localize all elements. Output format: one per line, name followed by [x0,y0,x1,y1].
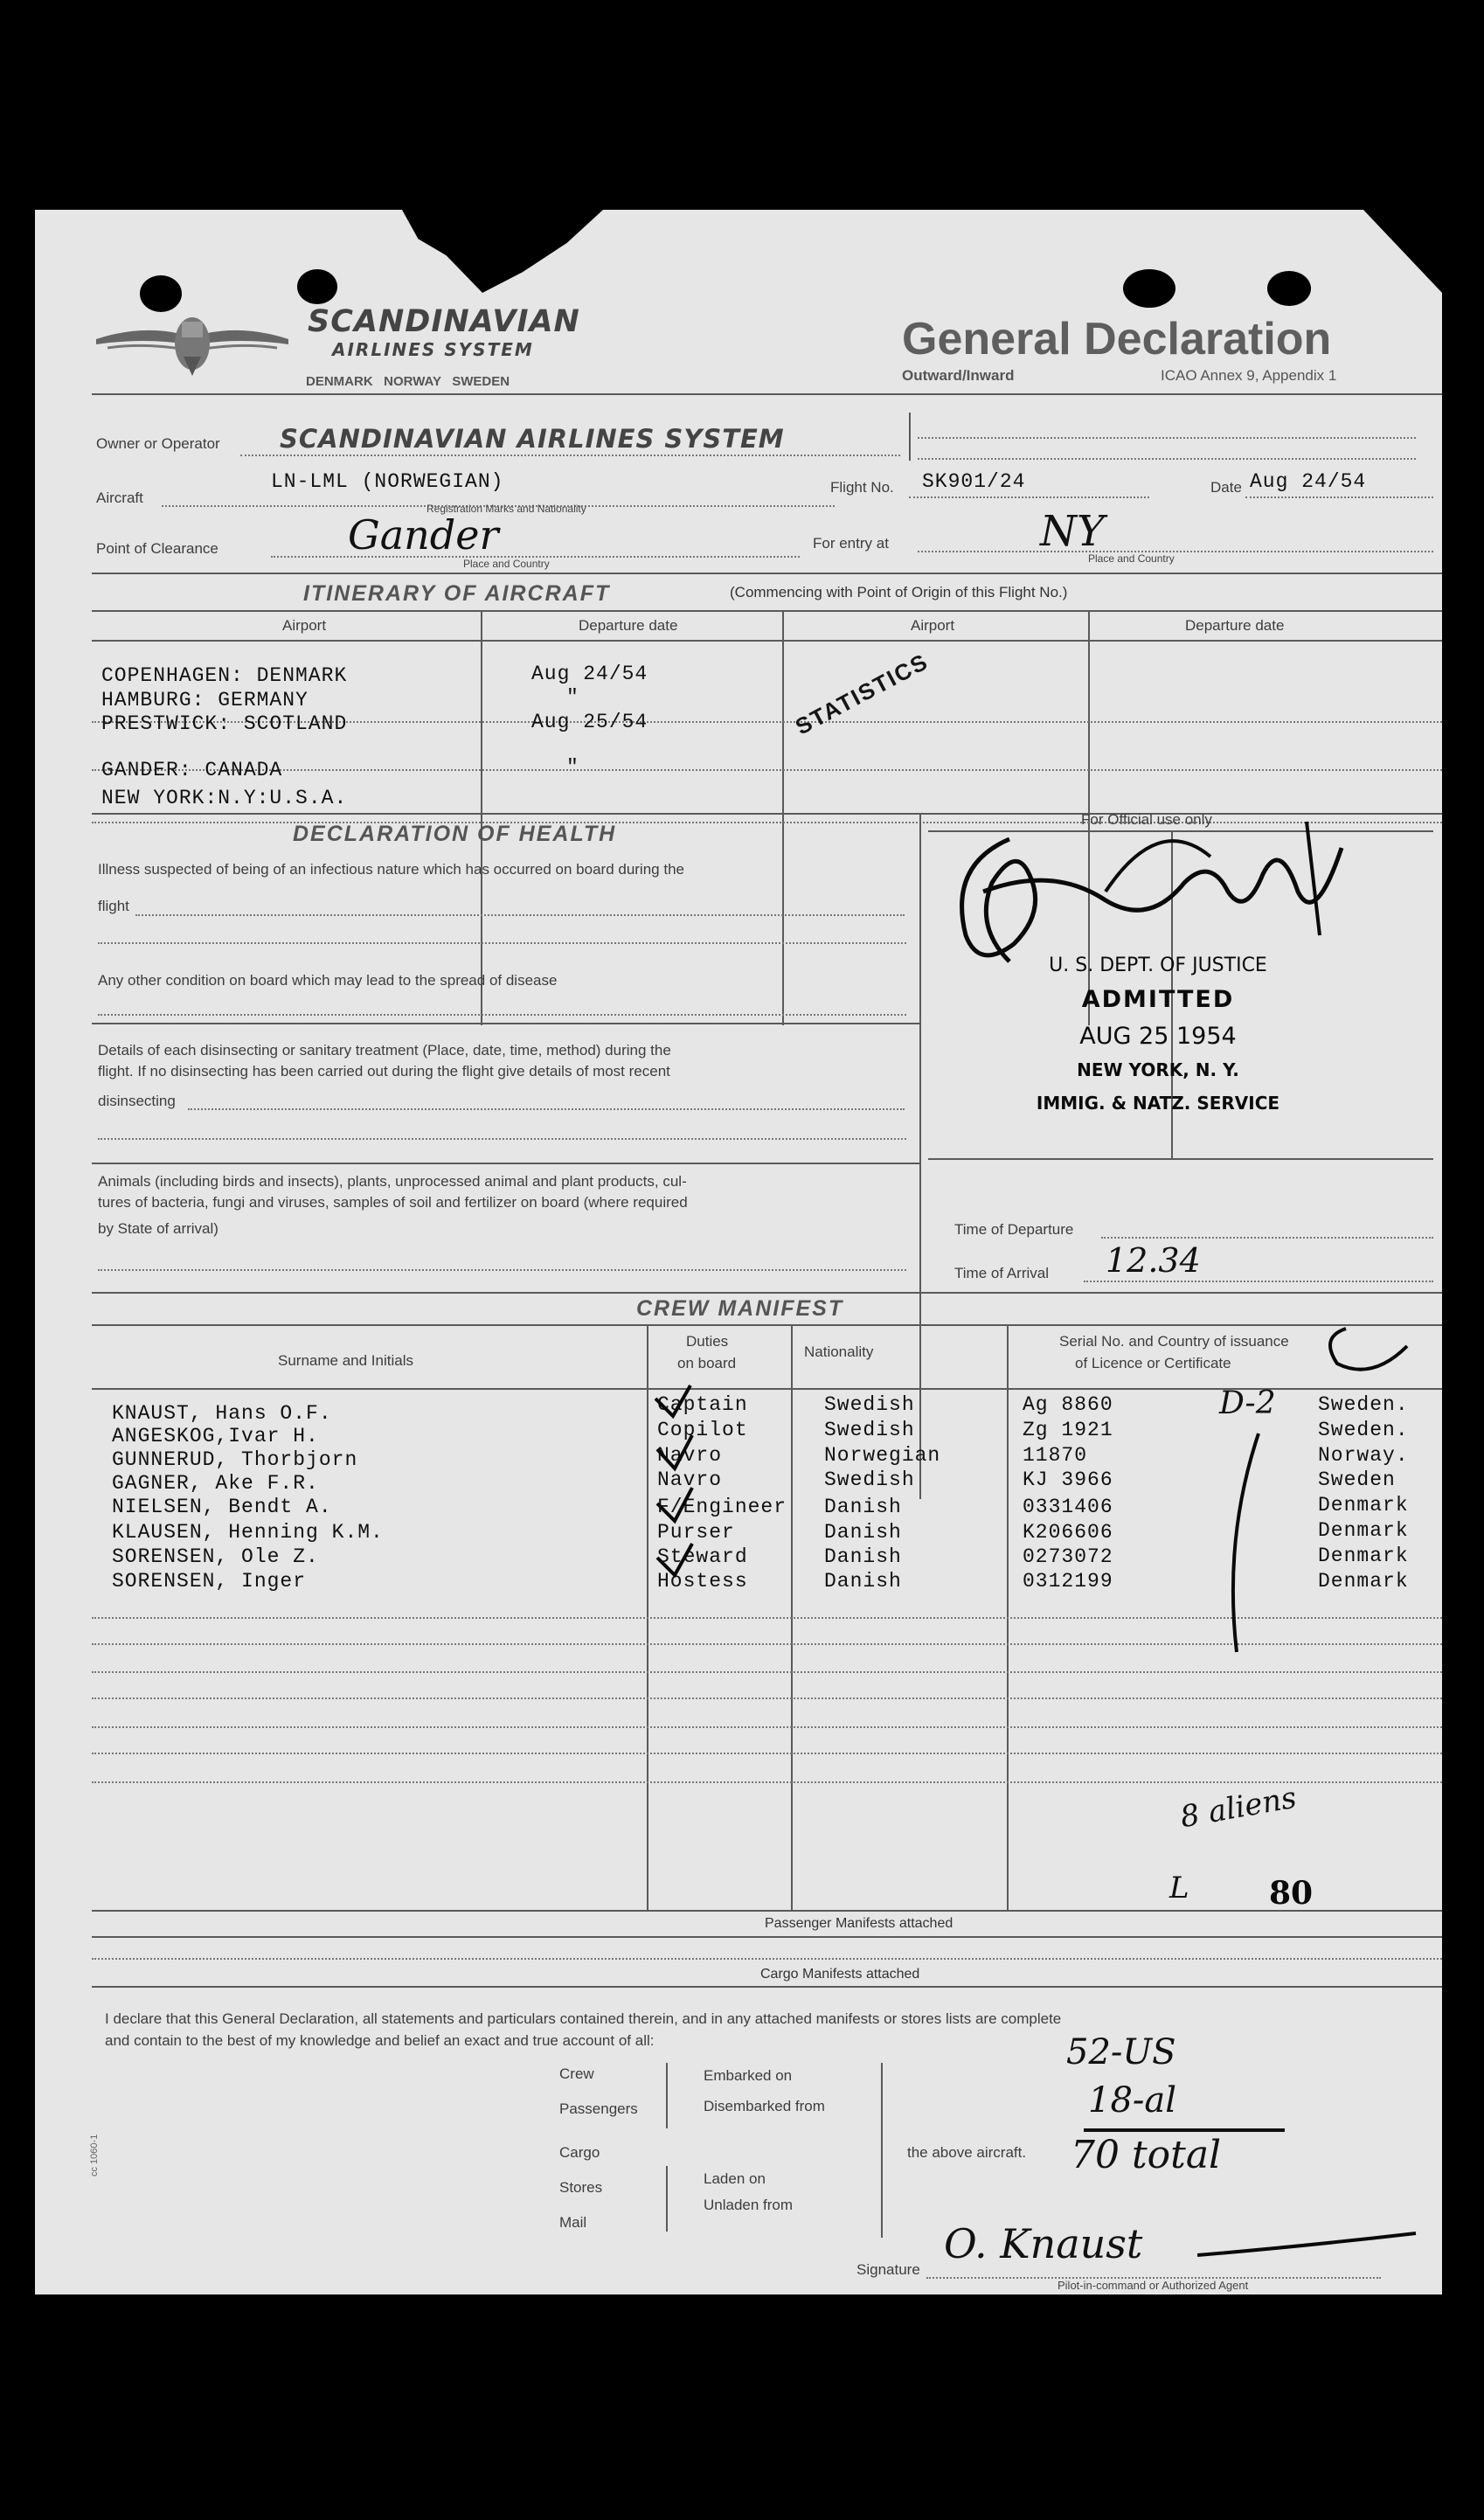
declaration-text-cont: and contain to the best of my knowledge and belief an exact and true account of all: [105,2032,655,2049]
health-line [98,1014,906,1016]
crew-bottom-rule [92,1910,1442,1912]
aircraft-label: Aircraft [96,489,143,506]
brand-countries: DENMARK NORWAY SWEDEN [306,374,510,389]
declaration-above-aircraft: the above aircraft. [907,2144,1027,2161]
note-80: 80 [1269,1875,1314,1912]
crew-duty: F/Engineer [657,1496,787,1518]
itinerary-airport: GANDER: CANADA [101,759,283,781]
itinerary-airport: HAMBURG: GERMANY [101,689,309,712]
health-illness-cont: flight [98,898,129,914]
owner-value: SCANDINAVIAN AIRLINES SYSTEM [280,424,785,454]
owner-underline [240,455,900,456]
page-title: General Declaration [902,314,1332,364]
crew-row-rule [92,1781,1442,1783]
crew-serial: KJ 3966 [1023,1468,1113,1491]
stamp-date: AUG 25 1954 [1079,1023,1237,1050]
date-value: Aug 24/54 [1250,470,1367,493]
declaration-crew: Crew [559,2065,594,2082]
col-departure-header: Departure date [579,617,678,634]
crew-bracket-line [1171,1311,1433,1661]
brand-name: SCANDINAVIAN [308,304,580,339]
health-animals-cont: tures of bacteria, fungi and viruses, samples of soil and fertilizer on board (where required [98,1194,688,1211]
pilot-signature: O. Knaust [944,2220,1143,2267]
crew-nationality: Danish [824,1545,902,1568]
health-disinsect-cont: flight. If no disinsecting has been carried out during the flight give details of most recent [98,1063,670,1080]
itinerary-header-rule [92,610,1442,612]
crew-name: GAGNER, Ake F.R. [112,1472,319,1495]
page-subtitle: Outward/Inward [902,367,1015,384]
crew-serial: 0331406 [1023,1496,1113,1518]
stamp-admitted: ADMITTED [1081,986,1235,1013]
crew-row-rule [92,1753,1442,1754]
crew-duty: Steward [657,1545,748,1568]
col-duties-header: Duties [686,1333,729,1350]
crew-duty: Purser [657,1521,735,1544]
itinerary-top-rule [92,573,1442,574]
note-d2: D-2 [1219,1385,1276,1421]
itinerary-col-divider [481,610,482,1025]
itinerary-date: Aug 24/54 [531,663,648,685]
health-section-rule [92,1023,919,1024]
folded-corner [1363,210,1442,293]
col-serial-header: Serial No. and Country of issuance [1059,1333,1289,1350]
col-departure-header-2: Departure date [1185,617,1285,634]
declaration-cargo: Cargo [559,2144,600,2161]
itinerary-col-rule [92,640,1442,642]
official-use-label: For Official use only [1081,811,1212,828]
health-illness: Illness suspected of being of an infectious nature which has occurred on board during the [98,861,684,878]
entry-sublabel: Place and Country [1088,552,1175,565]
crew-nationality: Danish [824,1521,902,1544]
duty-check-marks [647,1381,699,1591]
crew-duty: Navro [657,1444,723,1467]
crew-name: SORENSEN, Inger [112,1570,307,1593]
itinerary-airport: PRESTWICK: SCOTLAND [101,712,348,735]
crew-row-rule [92,1726,1442,1728]
cargo-manifests-line [92,1958,1442,1960]
crew-row-rule [92,1671,1442,1673]
crew-duty: Hostess [657,1570,748,1593]
crew-country: Denmark [1318,1570,1409,1593]
owner-underline-right [918,437,1416,439]
health-official-divider [919,813,921,1499]
health-disinsect-cont: disinsecting [98,1093,176,1109]
crew-country: Denmark [1318,1494,1409,1517]
declaration-text: I declare that this General Declaration, all statements and particulars contained therein, and in any attached manifests or stores lists are complete [105,2010,1062,2027]
crew-country: Sweden. [1318,1393,1409,1416]
crew-name: NIELSEN, Bendt A. [112,1496,332,1518]
declaration-passengers: Passengers [559,2100,638,2117]
crew-country: Sweden [1318,1468,1396,1491]
health-line [135,914,905,916]
col-name-header: Surname and Initials [278,1352,413,1369]
annex-reference: ICAO Annex 9, Appendix 1 [1161,367,1337,384]
crew-name: KNAUST, Hans O.F. [112,1402,332,1425]
crew-heading: CREW MANIFEST [636,1296,844,1321]
crew-serial: 0312199 [1023,1570,1113,1593]
aircraft-sublabel: Registration Marks and Nationality [426,503,586,515]
col-duties-header-2: on board [677,1355,737,1371]
aircraft-value: LN-LML (NORWEGIAN) [271,470,504,493]
handwritten-total: 70 total [1071,2133,1222,2177]
health-section-rule [92,1163,919,1164]
handwritten-underline [1084,2128,1285,2132]
clearance-value: Gander [348,511,499,559]
signature-flourish [1197,2229,1425,2264]
passenger-manifests-rule [92,1936,1442,1938]
cargo-manifests-rule [92,1986,1442,1988]
crew-name: SORENSEN, Ole Z. [112,1545,319,1568]
crew-serial: 11870 [1023,1444,1088,1467]
declaration-bracket [881,2063,883,2238]
time-arrival-line [1084,1281,1433,1282]
col-airport-header-2: Airport [911,617,955,634]
owner-underline-right [918,458,1416,460]
health-line [98,1269,906,1271]
itinerary-heading: ITINERARY OF AIRCRAFT [303,581,611,606]
crew-nationality: Swedish [824,1419,915,1441]
declaration-unladen: Unladen from [704,2197,794,2213]
clearance-sublabel: Place and Country [463,558,550,570]
crew-nationality: Norwegian [824,1444,941,1467]
crew-duty: Captain [657,1393,748,1416]
stamp-dept: U. S. DEPT. OF JUSTICE [1049,955,1267,976]
crew-serial: Ag 8860 [1023,1393,1113,1416]
declaration-laden: Laden on [704,2170,766,2187]
flight-label: Flight No. [830,479,894,496]
col-airport-header: Airport [282,617,327,634]
itinerary-col-divider [782,610,784,1025]
declaration-bracket [666,2166,668,2232]
itinerary-airport: COPENHAGEN: DENMARK [101,664,348,687]
time-arrival-label: Time of Arrival [954,1265,1050,1281]
health-animals-cont: by State of arrival) [98,1220,218,1237]
col-serial-header-2: of Licence or Certificate [1075,1355,1231,1371]
note-l: L [1169,1871,1189,1906]
declaration-disembarked: Disembarked from [704,2098,825,2114]
crew-name: ANGESKOG,Ivar H. [112,1425,319,1447]
crew-name: GUNNERUD, Thorbjorn [112,1448,358,1471]
health-line [98,942,906,944]
statistics-stamp: STATISTICS [791,648,933,740]
date-underline [1245,496,1433,498]
stamp-service: IMMIG. & NATZ. SERVICE [1036,1093,1280,1114]
cargo-manifests-label: Cargo Manifests attached [760,1967,920,1982]
declaration-form [35,210,1442,2294]
crew-nationality: Swedish [824,1393,915,1416]
crew-country: Denmark [1318,1545,1409,1567]
crew-country: Sweden. [1318,1419,1409,1441]
crew-nationality: Danish [824,1570,902,1593]
crew-top-rule [92,1292,1442,1294]
signature-sublabel: Pilot-in-command or Authorized Agent [1058,2279,1249,2292]
clearance-label: Point of Clearance [96,540,218,557]
time-departure-label: Time of Departure [954,1221,1074,1238]
signature-label: Signature [856,2261,920,2278]
itinerary-date: " [566,686,579,709]
time-arrival-value: 12.34 [1106,1241,1201,1280]
entry-label: For entry at [813,535,889,552]
crew-nationality: Swedish [824,1468,915,1491]
passenger-manifests-label: Passenger Manifests attached [765,1916,954,1931]
itinerary-note: (Commencing with Point of Origin of this Flight No.) [730,584,1068,600]
itinerary-date: " [566,756,579,779]
time-departure-line [1101,1237,1433,1239]
official-box-bottom [928,1158,1433,1160]
owner-divider [909,413,911,461]
handwritten-us-count: 52-US [1066,2032,1176,2072]
crew-nationality: Danish [824,1496,902,1518]
itinerary-airport: NEW YORK:N.Y:U.S.A. [101,787,348,809]
divider [92,393,1442,395]
health-animals: Animals (including birds and insects), plants, unprocessed animal and plant products, cul- [98,1173,687,1190]
entry-value: NY [1040,507,1105,556]
crew-duty: Navro [657,1468,723,1491]
crew-serial: 0273072 [1023,1545,1113,1568]
brand-name-line2: AIRLINES SYSTEM [332,339,534,360]
declaration-mail: Mail [559,2214,587,2231]
flight-number: SK901/24 [922,470,1026,493]
declaration-embarked: Embarked on [704,2067,793,2084]
crew-name: KLAUSEN, Henning K.M. [112,1521,384,1544]
crew-serial: K206606 [1023,1521,1113,1544]
punch-hole [297,269,337,304]
stamp-city: NEW YORK, N. Y. [1077,1059,1239,1080]
margin-form-code: cc 1060-1 [89,2134,100,2176]
health-disinsect: Details of each disinsecting or sanitary treatment (Place, date, time, method) during the [98,1042,671,1059]
health-other: Any other condition on board which may lead to the spread of disease [98,972,558,989]
declaration-stores: Stores [559,2179,603,2196]
health-line [98,1138,906,1140]
crew-country: Norway. [1318,1444,1409,1467]
note-aliens: 8 aliens [1177,1780,1300,1836]
col-nationality-header: Nationality [804,1343,874,1360]
crew-row-rule [92,1697,1442,1699]
crew-country: Denmark [1318,1519,1409,1542]
punch-hole [1123,269,1175,308]
sas-wings-logo [92,304,293,383]
declaration-bracket [666,2063,668,2128]
entry-underline [918,551,1433,552]
crew-duty: Copilot [657,1419,748,1441]
itinerary-date: Aug 25/54 [531,711,648,733]
itinerary-row-rule [92,769,1442,771]
torn-corner [402,210,603,293]
owner-label: Owner or Operator [96,435,220,452]
date-label: Date [1210,479,1242,496]
flight-underline [909,496,1149,498]
crew-serial: Zg 1921 [1023,1419,1113,1441]
health-heading: DECLARATION OF HEALTH [293,822,617,846]
punch-hole [1267,271,1311,306]
health-line [188,1108,905,1110]
handwritten-alien-count: 18-al [1088,2080,1177,2121]
